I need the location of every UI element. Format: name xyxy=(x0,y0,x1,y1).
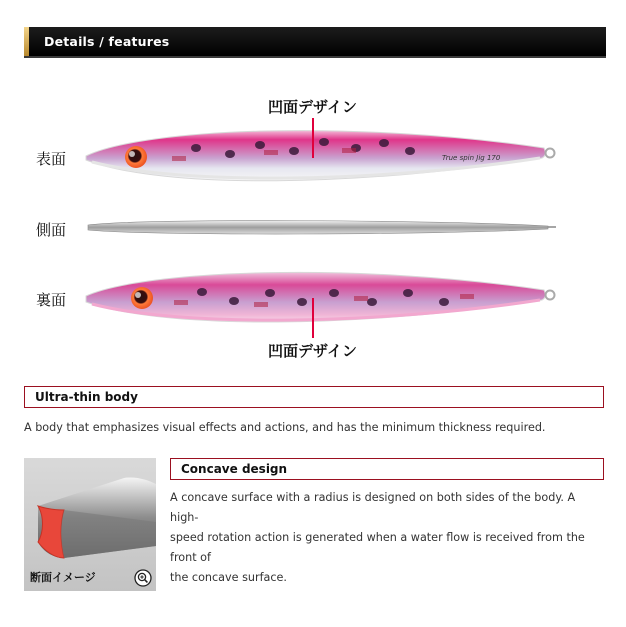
lure-front xyxy=(86,131,555,181)
ultra-thin-title-box xyxy=(24,386,604,408)
concave-title-box xyxy=(170,458,604,480)
concave-line-2: speed rotation action is generated when a water flow is received from the front of xyxy=(170,531,585,564)
back-view-label: 裏面 xyxy=(36,291,67,309)
front-view-label: 表面 xyxy=(36,150,67,168)
lure-views xyxy=(24,90,606,370)
cross-section-thumbnail[interactable] xyxy=(24,458,156,591)
lure-model-text: True spin Jig 170 xyxy=(442,154,501,162)
concave-line-1: A concave surface with a radius is designed on both sides of the body. A high- xyxy=(170,491,576,524)
thumbnail-caption: 断面イメージ xyxy=(30,571,96,584)
lure-illustration xyxy=(24,90,606,370)
concave-line-3: the concave surface. xyxy=(170,571,287,584)
concave-callout-top: 凹面デザイン xyxy=(268,98,357,116)
ultra-thin-title: Ultra-thin body xyxy=(35,390,138,404)
header-accent xyxy=(24,27,29,56)
lure-back xyxy=(86,272,555,322)
concave-title: Concave design xyxy=(181,462,288,476)
concave-description xyxy=(170,488,606,588)
lure-side xyxy=(88,221,556,234)
header-title: Details / features xyxy=(44,34,170,49)
section-header xyxy=(24,27,606,58)
callout-line-top xyxy=(312,118,314,158)
ultra-thin-description: A body that emphasizes visual effects and actions, and has the minimum thickness required. xyxy=(24,421,546,434)
zoom-in-icon[interactable] xyxy=(134,569,152,587)
side-view-label: 側面 xyxy=(36,221,67,239)
concave-callout-bottom: 凹面デザイン xyxy=(268,342,357,360)
callout-line-bottom xyxy=(312,298,314,338)
